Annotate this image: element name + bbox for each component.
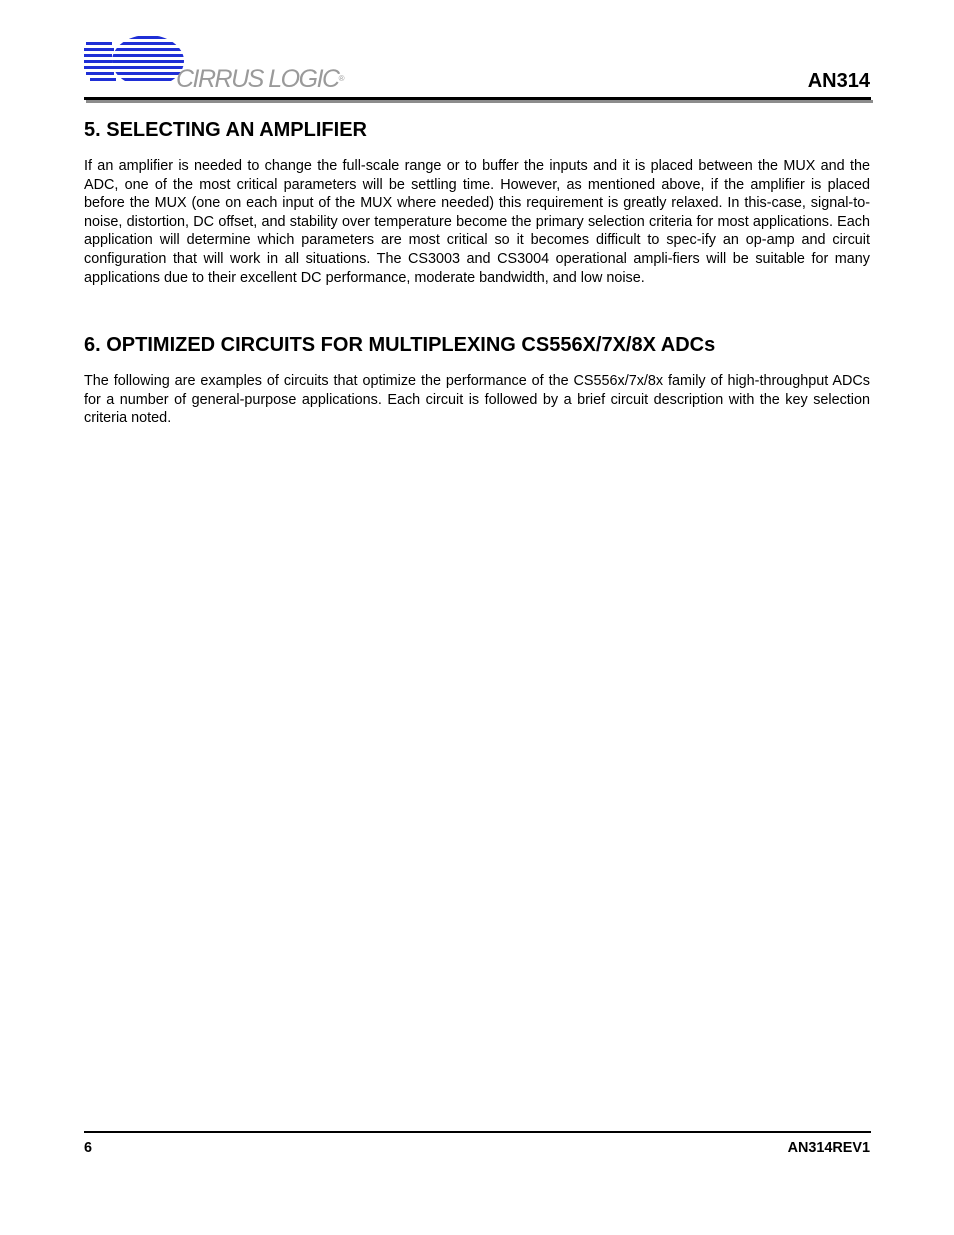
page-number: 6 — [84, 1140, 93, 1156]
section-heading-selecting-amplifier: 5. SELECTING AN AMPLIFIER — [84, 119, 367, 141]
section-paragraph-optimized-circuits: The following are examples of circuits that optimize the performance of the CS556x/7x/8x family of high-throughput ADCs for a number of general-purpose applications. Each circuit is followed by a brief circuit description with the key selection criteria noted. — [84, 373, 870, 427]
section-paragraph-selecting-amplifier: If an amplifier is needed to change the full-scale range or to buffer the inputs and it is placed between the MUX and the ADC, one of the most critical parameters will be settling time. However, as mentioned above, if the amplifier is placed before the MUX (one on each input of the MUX where needed) this requirement is greatly relaxed. In this-case, signal-to-noise, distortion, DC offset, and stability over temperature become the primary selection criteria for most applications. Each application will determine which parameters are most critical so it becomes difficult to spec-ify an op-amp and circuit configuration that will work in all situations. The CS3003 and CS3004 operational ampli-fiers will be suitable for many applications due to their excellent DC performance, moderate bandwidth, and low noise. — [84, 158, 870, 286]
document-id: AN314 — [807, 70, 870, 92]
section-heading-optimized-circuits: 6. OPTIMIZED CIRCUITS FOR MULTIPLEXING CS556X/7X/8X ADCs — [84, 334, 716, 356]
header-rule-shadow — [86, 100, 873, 103]
cirrus-logic-logo-icon — [84, 34, 184, 90]
logo-wordmark: CIRRUS LOGIC® — [176, 65, 345, 93]
header-rule — [84, 97, 871, 100]
footer-rule — [84, 1131, 871, 1133]
document-revision: AN314REV1 — [787, 1140, 870, 1156]
company-logo — [84, 34, 344, 94]
